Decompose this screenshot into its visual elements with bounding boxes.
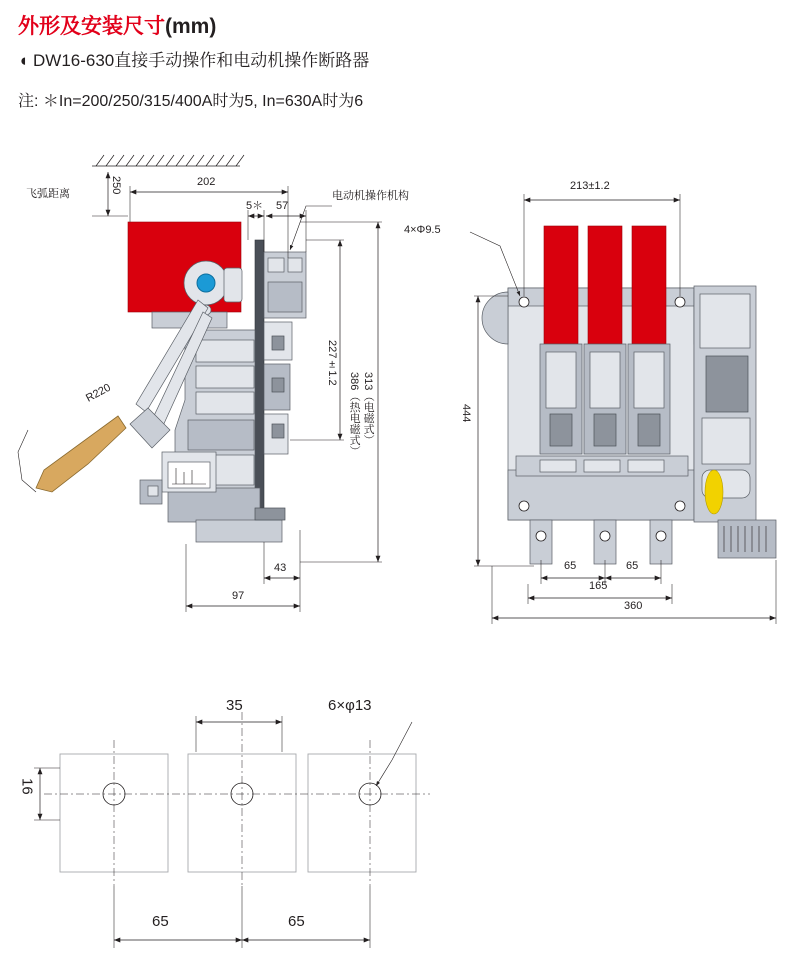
- front-mech-b: [706, 356, 748, 412]
- page-subtitle: ◖ DW16-630直接手动操作和电动机操作断路器: [18, 51, 370, 70]
- label-dim-65-left: 65: [152, 913, 169, 930]
- mount-plate-3: [308, 754, 416, 872]
- label-dim-65-b: 65: [626, 560, 639, 572]
- label-dim-165: 165: [589, 580, 608, 592]
- pole-contact-3: [634, 352, 664, 408]
- mounting-hole-bl: [519, 501, 529, 511]
- stud-hole-2: [600, 531, 610, 541]
- pole-arc-chute-1: [544, 226, 578, 344]
- label-dim-65-a: 65: [564, 560, 577, 572]
- handle-link-block: [224, 268, 242, 302]
- base-plate-side: [196, 520, 282, 542]
- pole-coil-1: [550, 414, 572, 446]
- mech-detail-a: [268, 258, 284, 272]
- label-dim-97: 97: [232, 590, 245, 602]
- front-frame-bottom-rail: [508, 470, 694, 520]
- label-dim-35: 35: [226, 697, 243, 714]
- terminal-slot-2: [584, 460, 620, 472]
- label-dim-213: 213±1.2: [570, 180, 610, 192]
- stud-hole-1: [536, 531, 546, 541]
- label-arc-distance: 飞弧距离: [26, 188, 70, 200]
- label-holes-4: 4×Φ9.5: [404, 224, 441, 236]
- yellow-indicator: [705, 470, 723, 514]
- label-dim-360: 360: [624, 600, 643, 612]
- mounting-plate: [255, 240, 264, 508]
- terminal-slot-3: [628, 460, 664, 472]
- ceiling-hatching: [92, 155, 244, 166]
- mech-detail-c: [268, 282, 302, 312]
- body-segment-4: [188, 420, 254, 450]
- terminal-slot-1: [540, 460, 576, 472]
- mounting-pattern-group: [34, 712, 430, 948]
- mounting-hole-tl: [519, 297, 529, 307]
- pivot-point: [197, 274, 215, 292]
- front-mech-a: [700, 294, 750, 348]
- label-dim-250: 250: [110, 176, 123, 195]
- stud-3: [650, 520, 672, 564]
- label-motor-mechanism: 电动机操作机构: [332, 190, 409, 202]
- page-note: 注: ＊In=200/250/315/400A时为5, In=630A时为6: [18, 93, 364, 110]
- body-segment-3: [196, 392, 254, 414]
- mounting-hole-br: [675, 501, 685, 511]
- label-dim-57: 57: [276, 200, 289, 212]
- mech-port-2: [272, 378, 284, 392]
- pole-contact-2: [590, 352, 620, 408]
- body-segment-2: [196, 366, 254, 388]
- terminal-block-side: [168, 488, 260, 522]
- page-title-text: 外形及安装尺寸: [18, 15, 165, 38]
- lower-side-lug-hole: [148, 486, 158, 496]
- label-dim-43: 43: [274, 562, 287, 574]
- front-view-group: [470, 194, 776, 624]
- pole-arc-chute-3: [632, 226, 666, 344]
- motor-mechanism-leader: [290, 206, 332, 250]
- stud-hole-3: [656, 531, 666, 541]
- label-dim-444: 444: [460, 404, 473, 423]
- pole-arc-chute-2: [588, 226, 622, 344]
- mech-port-3: [272, 424, 284, 438]
- label-dim-65-right: 65: [288, 913, 305, 930]
- label-dim-227: 227±1.2: [326, 340, 339, 386]
- front-mech-c: [702, 418, 750, 464]
- label-radius-r220: R220: [84, 381, 113, 405]
- label-dim-386: 386（热电磁式）: [348, 372, 361, 457]
- pole-contact-1: [546, 352, 576, 408]
- stud-2: [594, 520, 616, 564]
- front-terminal-strip: [718, 520, 776, 558]
- page-title-unit: (mm): [165, 15, 217, 38]
- label-dim-5star: 5＊: [246, 200, 264, 212]
- label-dim-16: 16: [18, 778, 36, 795]
- hole-callout-leader: [470, 232, 520, 296]
- left-mount-tab: [482, 292, 508, 344]
- mech-port-1: [272, 336, 284, 350]
- label-dim-313: 313（电磁式）: [362, 372, 375, 446]
- rear-bracket: [255, 508, 285, 520]
- body-segment-1: [196, 340, 254, 362]
- stud-1: [530, 520, 552, 564]
- pole-coil-2: [594, 414, 616, 446]
- pole-coil-3: [638, 414, 660, 446]
- label-holes-6: 6×φ13: [328, 697, 372, 714]
- mech-detail-b: [288, 258, 302, 272]
- mounting-hole-tr: [675, 297, 685, 307]
- handle-swing-arc: [18, 430, 36, 492]
- label-dim-202: 202: [197, 176, 216, 188]
- handle-grip: [36, 416, 126, 492]
